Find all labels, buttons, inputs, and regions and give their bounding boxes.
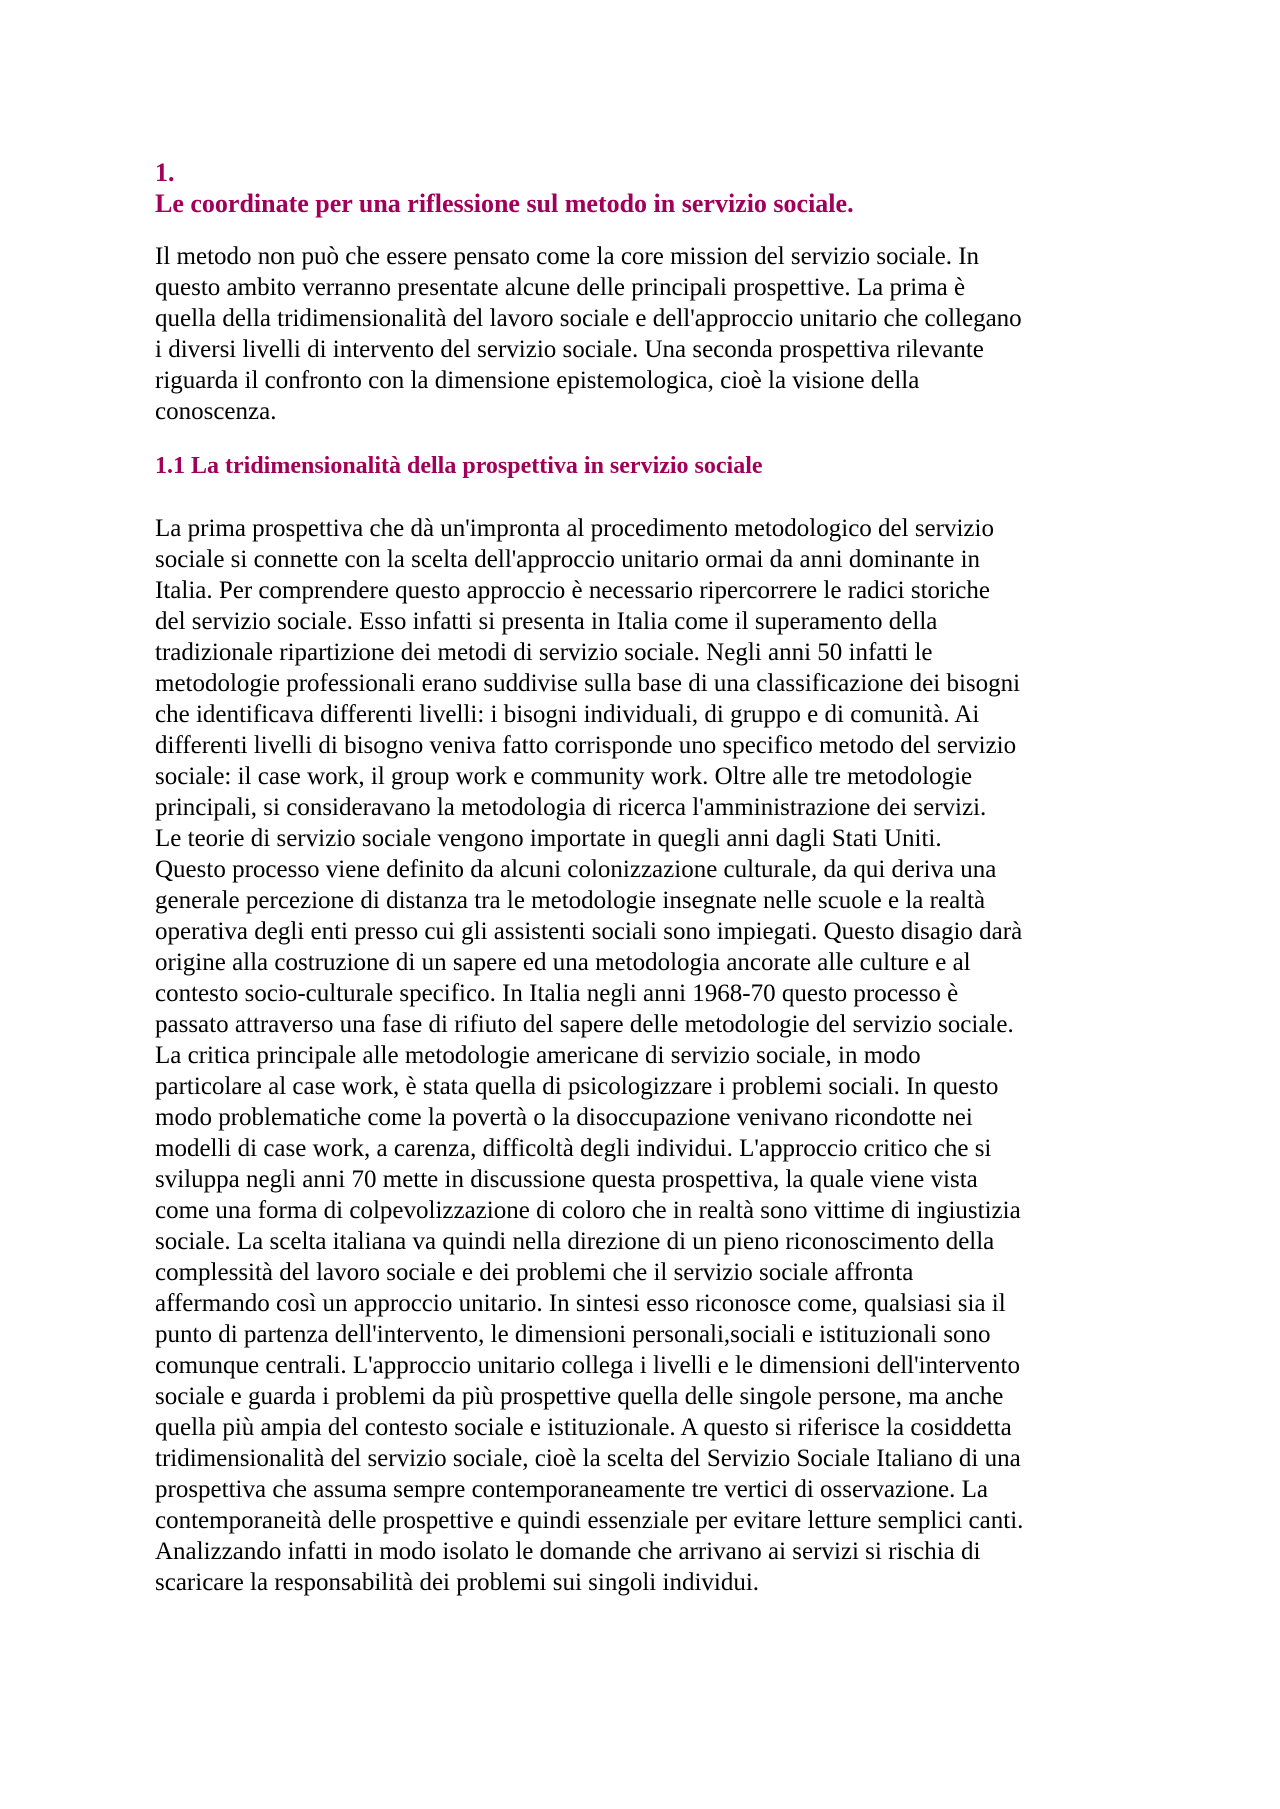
text-line: metodologie professionali erano suddivise sulla base di una classificazione dei bisogni: [155, 670, 1021, 697]
text-line: passato attraverso una fase di rifiuto del sapere delle metodologie del servizio sociale.: [155, 1011, 1014, 1038]
text-line: Questo processo viene definito da alcuni colonizzazione culturale, da qui deriva una: [155, 856, 997, 883]
text-line: operativa degli enti presso cui gli assistenti sociali sono impiegati. Questo disagio darà: [155, 918, 1023, 945]
text-line: sociale e guarda i problemi da più prospettive quella delle singole persone, ma anche: [155, 1383, 1004, 1410]
text-line: sviluppa negli anni 70 mette in discussione questa prospettiva, la quale viene vista: [155, 1166, 978, 1193]
text-line: La prima prospettiva che dà un'impronta al procedimento metodologico del servizio: [155, 515, 994, 542]
section-paragraph: [155, 513, 1135, 1598]
text-line: come una forma di colpevolizzazione di coloro che in realtà sono vittime di ingiustizia: [155, 1197, 1021, 1224]
text-line: Le teorie di servizio sociale vengono importate in quegli anni dagli Stati Uniti.: [155, 825, 942, 852]
chapter-number: 1.: [155, 158, 175, 187]
text-line: Il metodo non può che essere pensato come la core mission del servizio sociale. In: [155, 243, 980, 270]
text-line: che identificava differenti livelli: i bisogni individuali, di gruppo e di comunità. Ai: [155, 701, 980, 728]
text-line: conoscenza.: [155, 398, 277, 425]
text-line: comunque centrali. L'approccio unitario collega i livelli e le dimensioni dell'intervento: [155, 1352, 1020, 1379]
text-line: questo ambito verranno presentate alcune delle principali prospettive. La prima è: [155, 274, 966, 301]
text-line: modelli di case work, a carenza, difficoltà degli individui. L'approccio critico che si: [155, 1135, 992, 1162]
text-line: sociale si connette con la scelta dell'approccio unitario ormai da anni dominante in: [155, 546, 981, 573]
text-line: scaricare la responsabilità dei problemi sui singoli individui.: [155, 1569, 760, 1596]
text-line: origine alla costruzione di un sapere ed una metodologia ancorate alle culture e al: [155, 949, 971, 976]
text-line: contesto socio-culturale specifico. In Italia negli anni 1968-70 questo processo è: [155, 980, 959, 1007]
text-line: generale percezione di distanza tra le metodologie insegnate nelle scuole e la realtà: [155, 887, 986, 914]
document-page: [155, 157, 1135, 1598]
chapter-title: Le coordinate per una riflessione sul metodo in servizio sociale.: [155, 189, 854, 218]
text-line: sociale. La scelta italiana va quindi nella direzione di un pieno riconoscimento della: [155, 1228, 995, 1255]
text-line: principali, si consideravano la metodologia di ricerca l'amministrazione dei servizi.: [155, 794, 987, 821]
text-line: quella della tridimensionalità del lavoro sociale e dell'approccio unitario che collegano: [155, 305, 1022, 332]
text-line: tradizionale ripartizione dei metodi di servizio sociale. Negli anni 50 infatti le: [155, 639, 933, 666]
text-line: La critica principale alle metodologie americane di servizio sociale, in modo: [155, 1042, 921, 1069]
text-line: complessità del lavoro sociale e dei problemi che il servizio sociale affronta: [155, 1259, 914, 1286]
text-line: contemporaneità delle prospettive e quindi essenziale per evitare letture semplici canti.: [155, 1507, 1024, 1534]
text-line: sociale: il case work, il group work e community work. Oltre alle tre metodologie: [155, 763, 973, 790]
text-line: prospettiva che assuma sempre contemporaneamente tre vertici di osservazione. La: [155, 1476, 988, 1503]
text-line: Italia. Per comprendere questo approccio è necessario ripercorrere le radici storiche: [155, 577, 990, 604]
text-line: del servizio sociale. Esso infatti si presenta in Italia come il superamento della: [155, 608, 938, 635]
text-line: modo problematiche come la povertà o la disoccupazione venivano ricondotte nei: [155, 1104, 973, 1131]
text-line: riguarda il confronto con la dimensione epistemologica, cioè la visione della: [155, 367, 920, 394]
text-line: i diversi livelli di intervento del servizio sociale. Una seconda prospettiva rilevante: [155, 336, 984, 363]
intro-paragraph: [155, 241, 1135, 427]
text-line: punto di partenza dell'intervento, le dimensioni personali,sociali e istituzionali sono: [155, 1321, 991, 1348]
text-line: differenti livelli di bisogno veniva fatto corrisponde uno specifico metodo del servizio: [155, 732, 1017, 759]
text-line: particolare al case work, è stata quella di psicologizzare i problemi sociali. In questo: [155, 1073, 999, 1100]
text-line: Analizzando infatti in modo isolato le domande che arrivano ai servizi si rischia di: [155, 1538, 981, 1565]
text-line: affermando così un approccio unitario. In sintesi esso riconosce come, qualsiasi sia il: [155, 1290, 1006, 1317]
section-title: 1.1 La tridimensionalità della prospettiva in servizio sociale: [155, 453, 763, 479]
text-line: tridimensionalità del servizio sociale, cioè la scelta del Servizio Sociale Italiano di una: [155, 1445, 1021, 1472]
text-line: quella più ampia del contesto sociale e istituzionale. A questo si riferisce la cosiddetta: [155, 1414, 1012, 1441]
